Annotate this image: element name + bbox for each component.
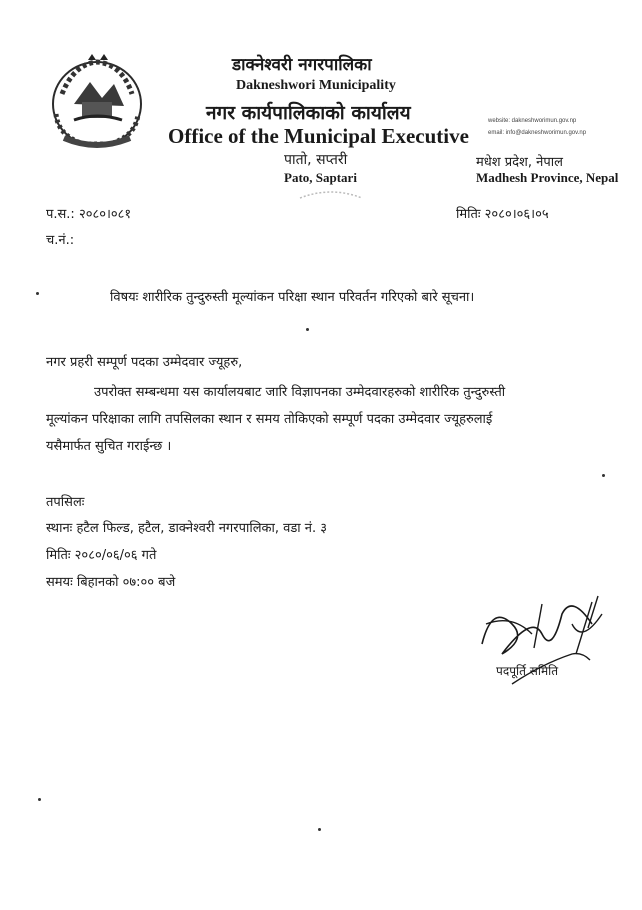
office-name-english: Office of the Municipal Executive <box>168 124 469 148</box>
signature-label: पदपूर्ति समिति <box>496 664 559 678</box>
location-nepali: पातो, सप्तरी <box>284 152 348 168</box>
reference-number: प.स.: २०८०।०८१ <box>46 207 132 222</box>
details-date: मितिः २०८०/०६/०६ गते <box>46 548 157 563</box>
faint-stamp <box>296 184 366 206</box>
body-line-1: उपरोक्त सम्बन्धमा यस कार्यालयबाट जारि विज्ञापनका उम्मेदवारहरुको शारीरिक तुन्दुरुस्ती <box>94 385 506 400</box>
body-line-3: यसैमार्फत सुचित गराईन्छ । <box>46 439 172 454</box>
office-name-nepali: नगर कार्यपालिकाको कार्यालय <box>206 102 411 124</box>
scan-speck <box>602 474 605 477</box>
location-english: Pato, Saptari <box>284 170 357 185</box>
province-english: Madhesh Province, Nepal <box>476 170 619 185</box>
website-text: website: dakneshworimun.gov.np <box>488 118 577 124</box>
letter-date: मितिः २०८०।०६।०५ <box>456 207 549 222</box>
details-time: समयः बिहानको ०७:०० बजे <box>46 575 176 590</box>
details-place: स्थानः हटैल फिल्ड, हटैल, डाक्नेश्वरी नगरपालिका, वडा नं. ३ <box>46 521 328 536</box>
body-line-2: मूल्यांकन परिक्षाका लागि तपसिलका स्थान र समय तोकिएको सम्पूर्ण पदका उम्मेदवार ज्यूहरुलाई <box>46 412 493 427</box>
scan-speck <box>38 798 41 801</box>
details-heading: तपसिलः <box>46 495 85 510</box>
province-nepali: मधेश प्रदेश, नेपाल <box>476 155 563 170</box>
dispatch-number: च.नं.: <box>46 233 75 248</box>
municipality-name-nepali: डाक्नेश्वरी नगरपालिका <box>232 55 372 75</box>
scan-speck <box>306 328 309 331</box>
scan-speck <box>318 828 321 831</box>
municipality-emblem <box>44 54 150 152</box>
salutation: नगर प्रहरी सम्पूर्ण पदका उम्मेदवार ज्यूहरु, <box>46 355 243 370</box>
municipality-name-english: Dakneshwori Municipality <box>236 78 396 93</box>
scan-speck <box>36 292 39 295</box>
subject-line: विषयः शारीरिक तुन्दुरुस्ती मूल्यांकन परिक्षा स्थान परिवर्तन गरिएको बारे सूचना। <box>110 290 475 305</box>
email-text: email: info@dakneshworimun.gov.np <box>488 130 587 136</box>
